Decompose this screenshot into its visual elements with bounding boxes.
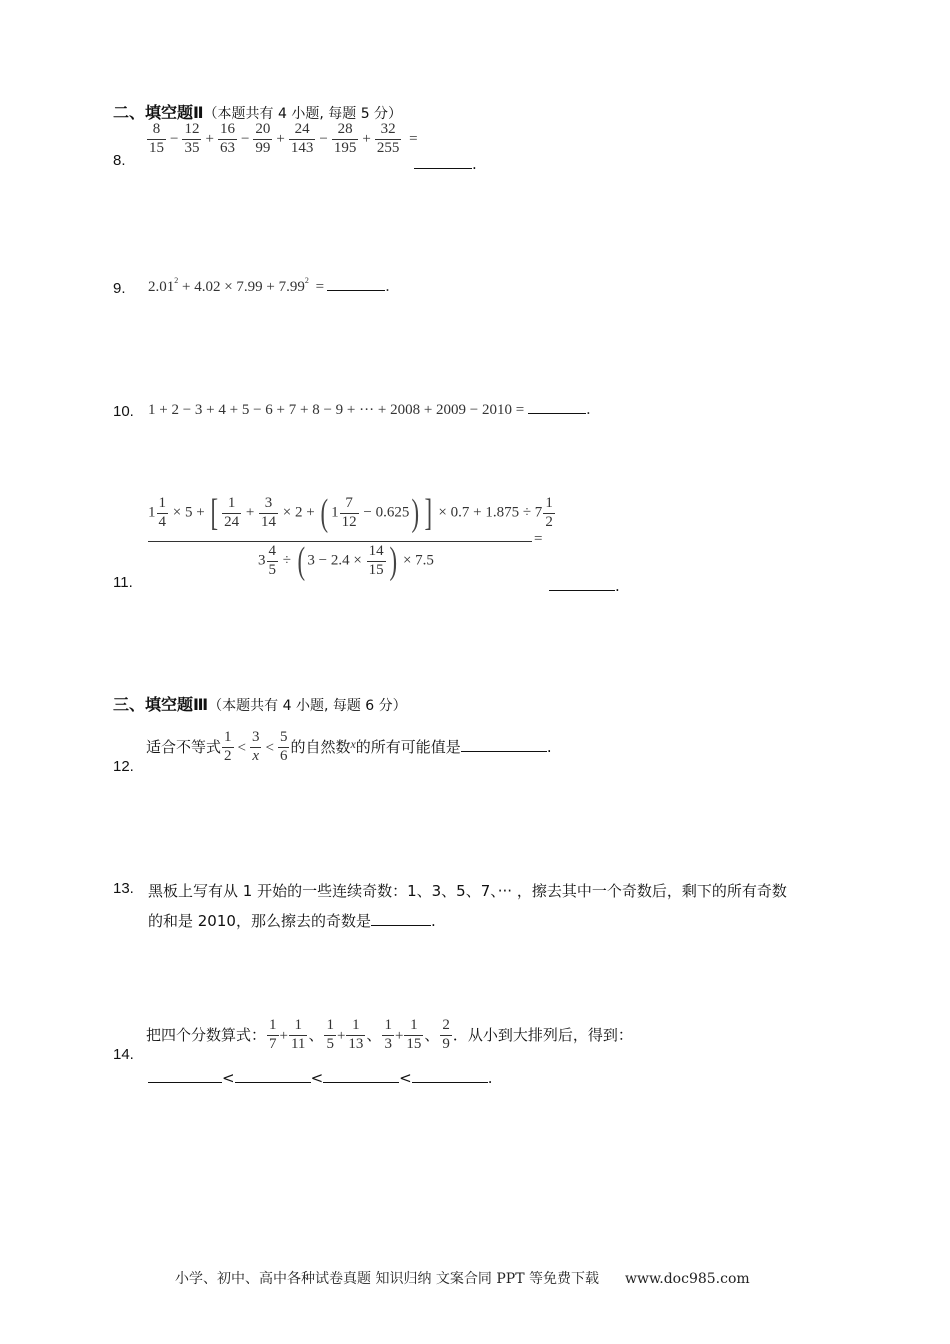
q11-period: .	[615, 577, 620, 595]
q11-answer	[549, 576, 620, 595]
q9-answer-blank[interactable]	[327, 276, 385, 291]
q11-mixed-whole-2: 1	[331, 504, 339, 521]
q13-number: 13.	[113, 880, 134, 897]
q11-answer-blank[interactable]	[549, 576, 615, 591]
q11-right-bracket: ]	[424, 492, 433, 534]
q14-frac-b2: $\frac{1}{13}$	[348, 1017, 364, 1052]
q14-sep-2: 、	[366, 1025, 382, 1044]
q8-fraction: $\frac{28}{195}$	[333, 121, 357, 156]
q12-lt-1: <	[237, 739, 246, 756]
q11-den-left-paren: (	[297, 540, 305, 582]
q13-answer-blank[interactable]	[371, 911, 431, 926]
q11-term-4: − 0.625	[363, 504, 410, 521]
q8-operator: −	[240, 130, 250, 147]
q8-equals: =	[409, 130, 418, 147]
q11-frac-2: $\frac{1}{24}$	[224, 494, 240, 530]
q8-operator: +	[362, 130, 371, 147]
q14-plus-a: +	[279, 1027, 288, 1044]
q14-line-1	[146, 1018, 633, 1053]
footer	[175, 1268, 750, 1288]
section-3-title: 三、填空题Ⅲ	[113, 695, 209, 714]
q11-term-7: 3 − 2.4 ×	[307, 552, 362, 569]
q12-frac-1: $\frac{1}{2}$	[224, 729, 232, 764]
q13-line-2-wrap	[148, 910, 436, 931]
q14-lt-2: <	[310, 1069, 324, 1087]
q8-operator: −	[170, 130, 179, 147]
q14-frac-d: $\frac{2}{9}$	[442, 1017, 450, 1052]
q9-period: .	[385, 277, 390, 295]
q12-line	[146, 730, 552, 765]
q9-equals: =	[315, 279, 325, 295]
section-3-note: （本题共有 4 小题, 每题 6 分）	[208, 698, 407, 714]
q11-term-6: ÷	[282, 552, 291, 569]
q8-fraction: $\frac{12}{35}$	[184, 121, 200, 156]
section-3-header	[113, 692, 407, 715]
q8-number: 8.	[113, 152, 126, 169]
q14-plus-b: +	[336, 1027, 346, 1044]
q10-period: .	[585, 400, 591, 418]
q14-blank-3[interactable]	[323, 1068, 399, 1083]
q14-period: .	[487, 1069, 493, 1087]
footer-text: 小学、初中、高中各种试卷真题 知识归纳 文案合同 PPT 等免费下载	[175, 1271, 599, 1287]
q8-operator: +	[276, 130, 285, 147]
q9-number: 9.	[113, 280, 126, 297]
q13-line-1: 黑板上写有从 1 开始的一些连续奇数：1、3、5、7、··· ，擦去其中一个奇数后，剩下的所有奇数	[148, 882, 787, 900]
section-2-note: （本题共有 4 小题, 每题 5 分）	[203, 106, 403, 122]
q14-sep-3: 、	[424, 1025, 440, 1044]
q14-frac-a1: $\frac{1}{7}$	[269, 1017, 277, 1052]
q12-period: .	[546, 737, 552, 756]
q8-fraction: $\frac{20}{99}$	[255, 121, 271, 156]
q11-term-2: +	[245, 504, 255, 521]
q14-number: 14.	[113, 1046, 134, 1063]
q11-left-bracket: [	[210, 492, 219, 534]
q11-term-5: × 0.7 + 1.875 ÷ 7	[438, 504, 543, 521]
q14-lt-1: <	[222, 1069, 235, 1087]
q12-text-a: 的自然数	[290, 737, 351, 756]
section-2-header	[113, 100, 402, 123]
q11-den-right-paren: )	[389, 540, 397, 582]
q8-operator: +	[205, 130, 214, 147]
q9-exp-1: 2	[174, 276, 179, 285]
q10-expression	[148, 399, 591, 419]
q12-answer-blank[interactable]	[461, 737, 547, 752]
q12-frac-2: $\frac{3}{x}$	[251, 729, 260, 764]
q9-expression	[148, 276, 390, 296]
q11-frac-3: $\frac{3}{14}$	[261, 494, 277, 530]
q8-expression	[146, 122, 421, 157]
q8-fraction: $\frac{16}{63}$	[219, 121, 235, 156]
q14-line-2	[148, 1068, 493, 1087]
q11-term-1: × 5 +	[172, 504, 205, 521]
section-2-title: 二、填空题Ⅱ	[113, 103, 204, 122]
q11-frac-1: $\frac{1}{4}$	[158, 494, 166, 530]
q8-operator: −	[319, 130, 328, 147]
q8-fraction: $\frac{8}{15}$	[149, 121, 164, 156]
q12-prefix: 适合不等式	[146, 737, 222, 756]
q9-exp-2: 2	[304, 276, 309, 285]
q14-frac-a2: $\frac{1}{11}$	[290, 1017, 306, 1052]
q11-term-8: × 7.5	[402, 552, 434, 569]
q9-middle: + 4.02 × 7.99 + 7.99	[182, 279, 305, 295]
q12-text-b: 的所有可能值是	[355, 737, 461, 756]
q11-term-3: × 2 +	[282, 504, 315, 521]
q11-mixed-whole-1: 1	[148, 504, 156, 521]
q12-number: 12.	[113, 758, 134, 775]
q14-blank-4[interactable]	[412, 1068, 488, 1083]
q10-number: 10.	[113, 403, 134, 420]
q14-frac-c2: $\frac{1}{15}$	[406, 1017, 422, 1052]
q8-fraction: $\frac{32}{255}$	[376, 121, 400, 156]
q11-left-paren: (	[321, 492, 329, 534]
q11-number: 11.	[113, 574, 133, 591]
q14-blank-1[interactable]	[148, 1068, 222, 1083]
q11-right-paren: )	[411, 492, 420, 534]
q14-plus-c: +	[394, 1027, 404, 1044]
q9-base: 2.01	[148, 279, 175, 295]
q14-sep-1: 、	[308, 1025, 324, 1044]
q11-denominator	[258, 542, 434, 580]
q14-blank-2[interactable]	[235, 1068, 311, 1083]
q12-frac-3: $\frac{5}{6}$	[279, 729, 288, 764]
q11-frac-7: $\frac{14}{15}$	[368, 542, 384, 578]
q8-period: .	[472, 155, 477, 173]
q11-equals: =	[534, 531, 543, 547]
q14-frac-b1: $\frac{1}{5}$	[326, 1017, 334, 1052]
q12-lt-2: <	[265, 739, 274, 756]
q11-frac-6: $\frac{4}{5}$	[268, 542, 276, 578]
q12-var: x	[350, 736, 356, 751]
q11-frac-5: $\frac{1}{2}$	[545, 494, 553, 530]
q13-line-2: 的和是 2010，那么擦去的奇数是	[148, 912, 371, 930]
footer-url[interactable]: www.doc985.com	[624, 1271, 750, 1287]
q10-answer-blank[interactable]	[528, 399, 586, 414]
q8-fraction-series	[146, 121, 402, 156]
q8-fraction: $\frac{24}{143}$	[290, 121, 314, 156]
q11-numerator	[148, 494, 556, 532]
q14-lt-3: <	[399, 1069, 412, 1087]
q11-frac-4: $\frac{7}{12}$	[341, 494, 357, 530]
q14-post: ．从小到大排列后，得到：	[452, 1025, 633, 1044]
q13-period: .	[430, 912, 436, 930]
q14-frac-c1: $\frac{1}{3}$	[384, 1017, 392, 1052]
q10-expr: 1 + 2 − 3 + 4 + 5 − 6 + 7 + 8 − 9 + ··· + 2008 + 2009 − 2010 =	[148, 402, 525, 418]
q8-answer	[414, 154, 477, 173]
q8-answer-blank[interactable]	[414, 154, 472, 169]
q11-den-whole: 3	[258, 552, 266, 569]
q14-prefix: 把四个分数算式：	[146, 1025, 267, 1044]
